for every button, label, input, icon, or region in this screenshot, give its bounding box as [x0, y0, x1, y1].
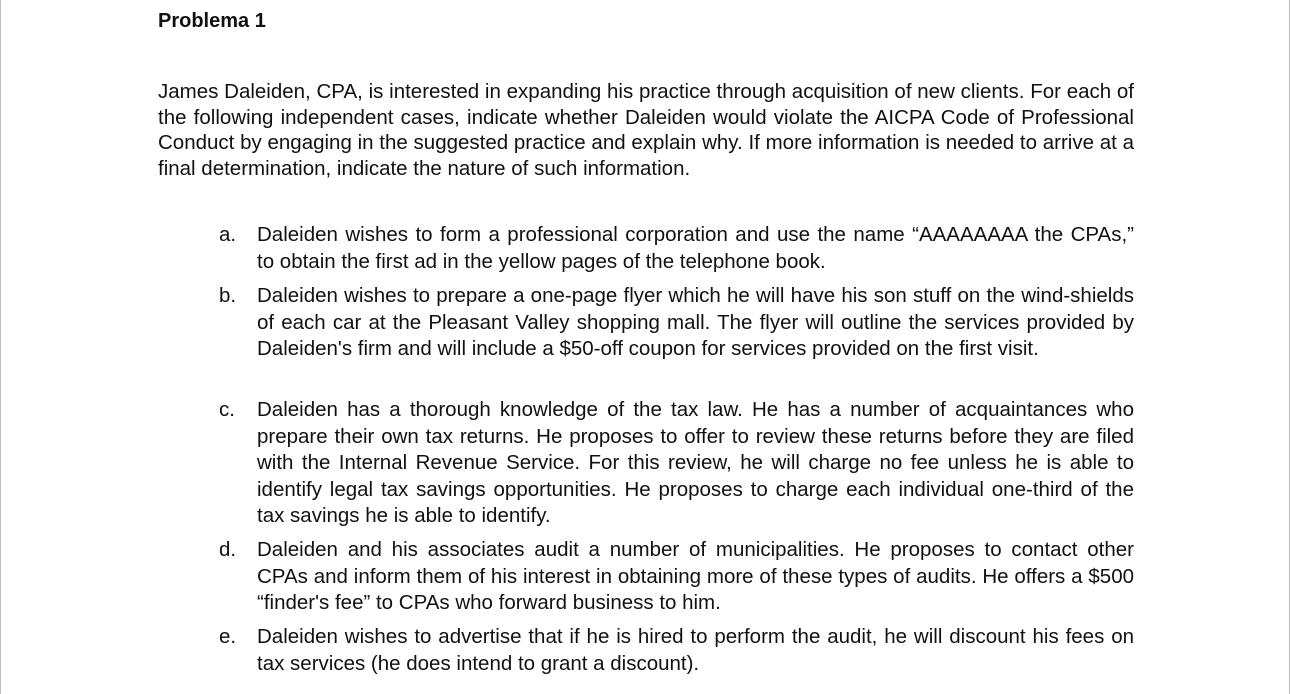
case-item-b [158, 283, 1134, 389]
case-text-d: Daleiden and his associates audit a number of municipalities. He proposes to contact other CPAs and inform them of his interest in obtaining more of these types of audits. He offers a $500 “finder's fee” to CPAs who forward business to him. [257, 538, 1134, 614]
case-marker-a: a. [219, 223, 237, 246]
case-item-c [158, 397, 1134, 529]
case-marker-b: b. [219, 284, 237, 307]
case-list [158, 222, 1134, 677]
case-marker-d: d. [219, 538, 237, 561]
intro-paragraph: James Daleiden, CPA, is interested in expanding his practice through acquisition of new clients. For each of the following independent cases, indicate whether Daleiden would violate the AICPA Code of Professional Conduct by engaging in the suggested practice and explain why. If more information is needed to arrive at a final determination, indicate the nature of such information. [158, 80, 1134, 180]
case-item-d [158, 537, 1134, 616]
case-item-e [158, 624, 1134, 677]
case-text-a: Daleiden wishes to form a professional corporation and use the name “AAAAAAAA the CPAs,” to obtain the first ad in the yellow pages of the telephone book. [257, 223, 1134, 273]
case-marker-e: e. [219, 625, 237, 648]
document-title: Problema 1 [158, 10, 266, 32]
case-text-c: Daleiden has a thorough knowledge of the tax law. He has a number of acquaintances who prepare their own tax returns. He proposes to offer to review these returns before they are filed with the Internal Revenue Service. For this review, he will charge no fee unless he is able to identify legal tax savings opportunities. He proposes to charge each individual one-third of the tax savings he is able to identify. [257, 398, 1134, 527]
case-text-b: Daleiden wishes to prepare a one-page flyer which he will have his son stuff on the wind-shields of each car at the Pleasant Valley shopping mall. The flyer will outline the services provided by Daleiden's firm and will include a $50-off coupon for services provided on the first visit. [257, 284, 1134, 360]
case-item-a [158, 222, 1134, 275]
case-text-e: Daleiden wishes to advertise that if he is hired to perform the audit, he will discount his fees on tax services (he does intend to grant a discount). [257, 625, 1134, 675]
case-marker-c: c. [219, 398, 235, 421]
